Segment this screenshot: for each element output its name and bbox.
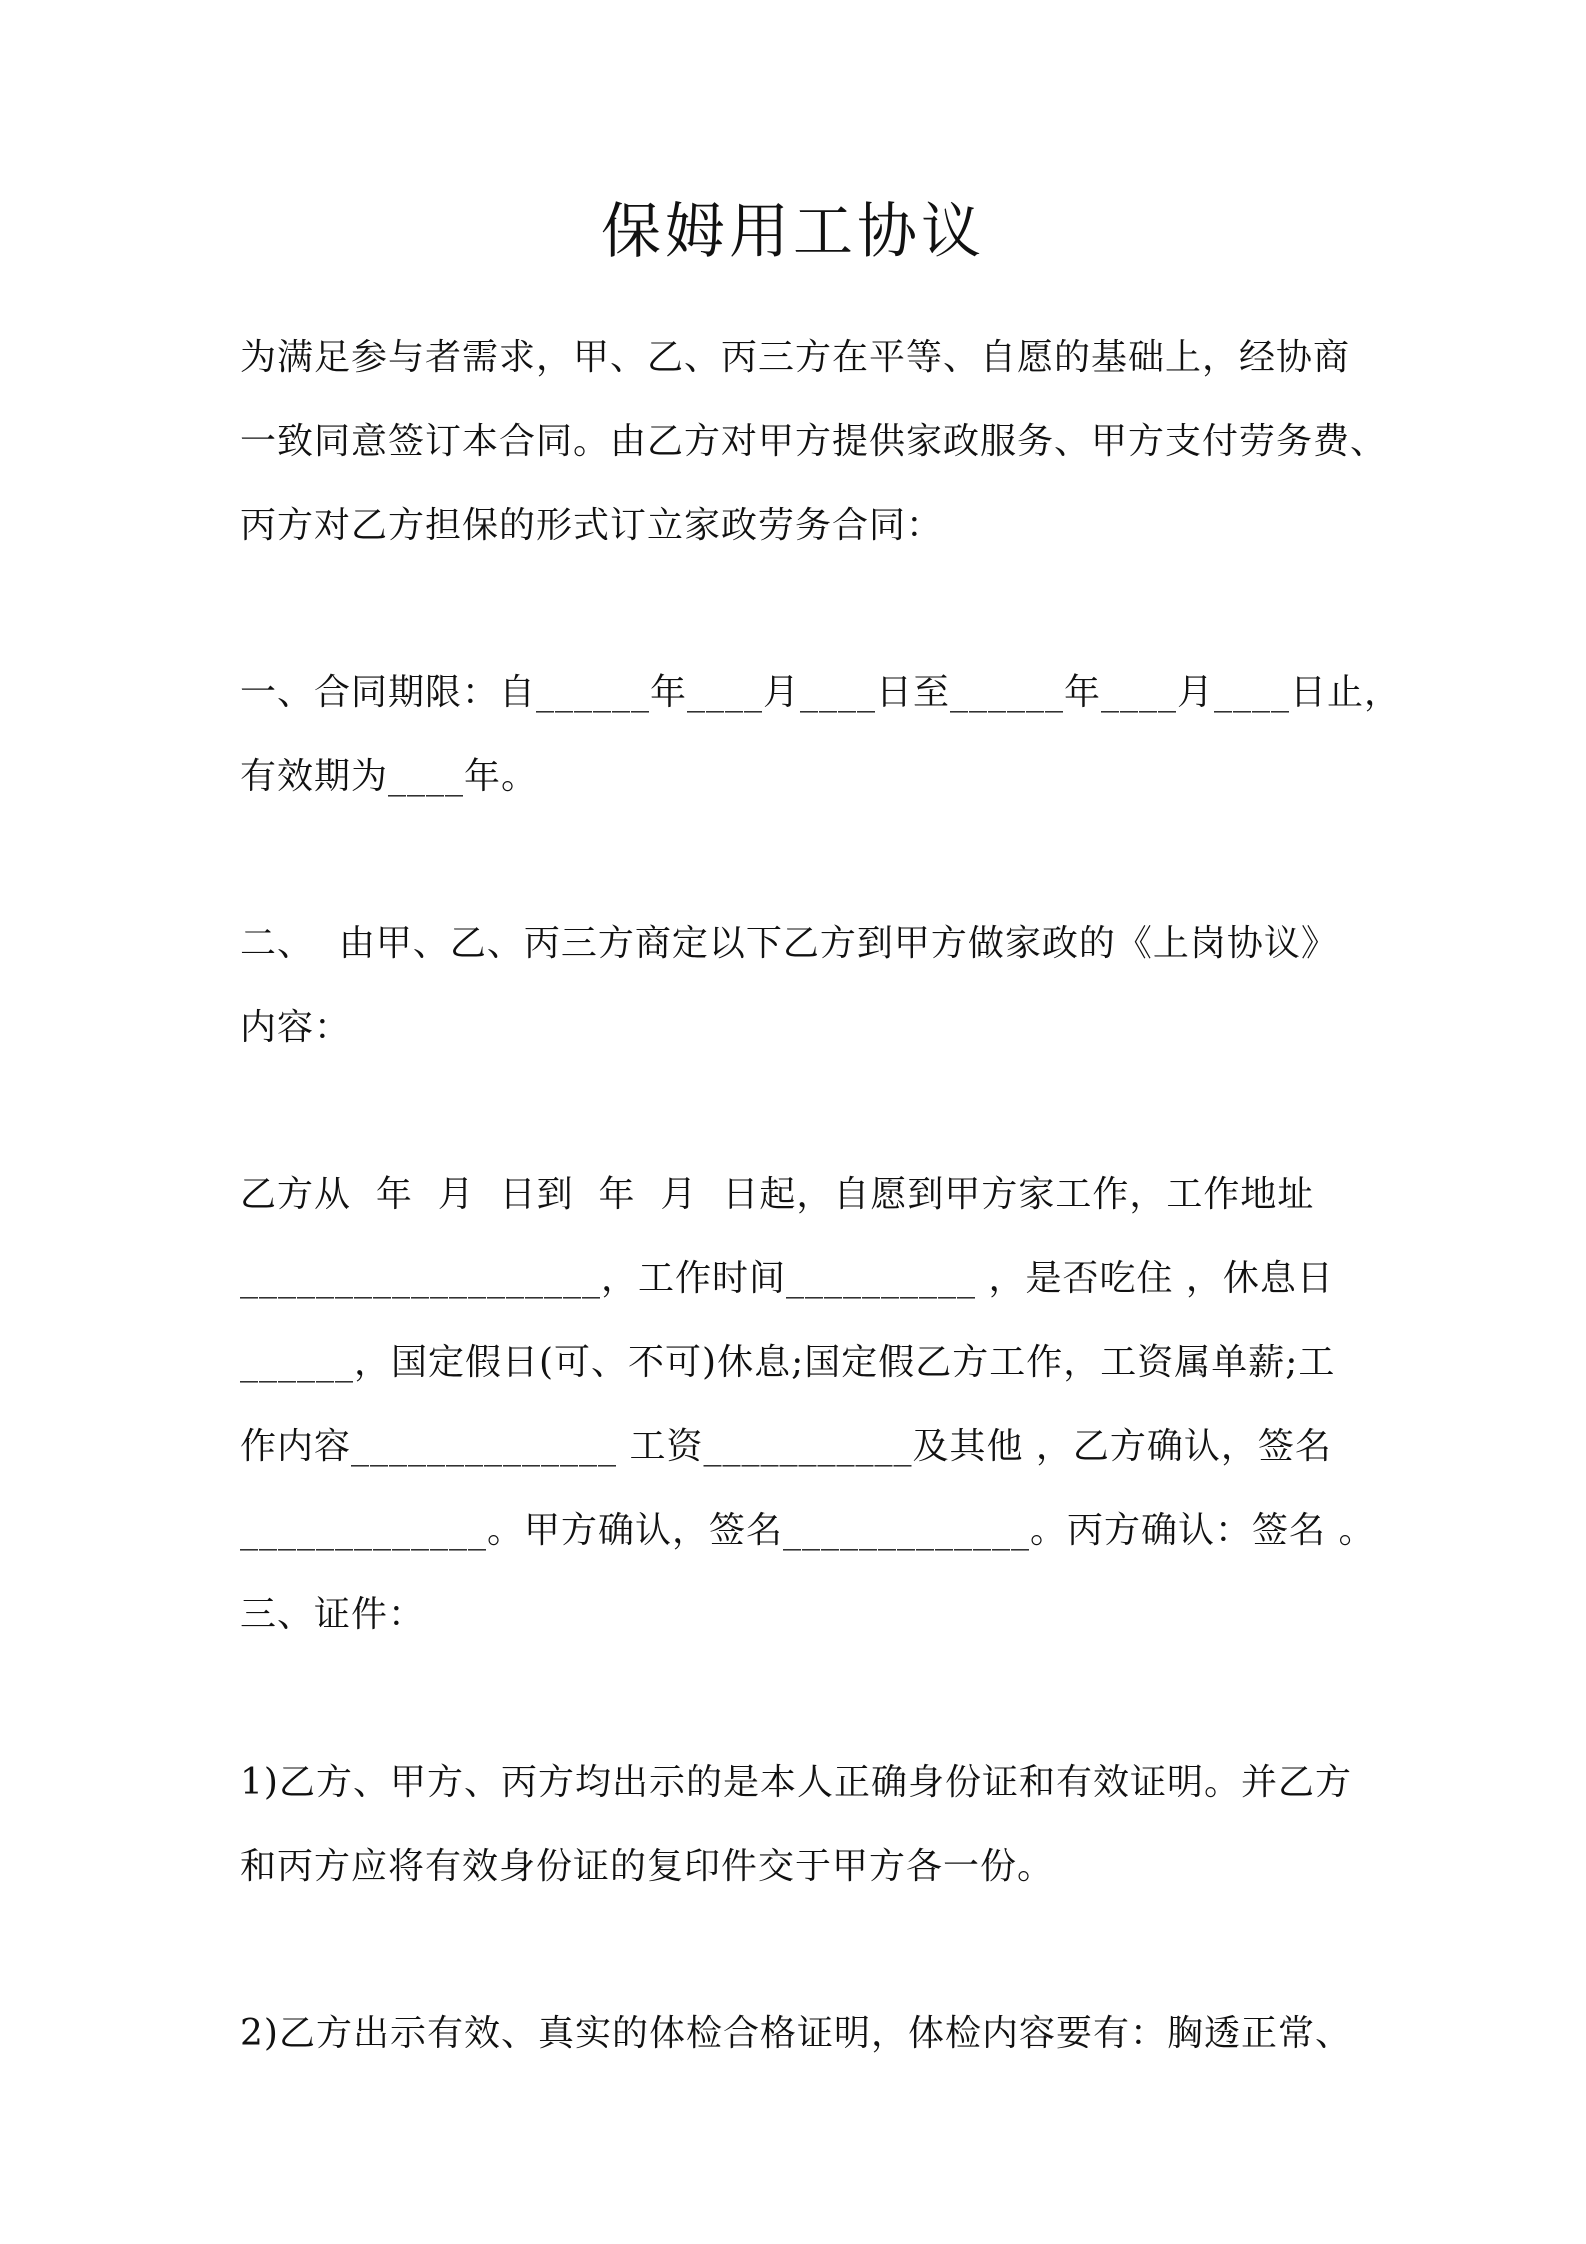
paragraph-line: 一、合同期限：自______年____月____日至______年____月____日止， [240,672,1402,713]
paragraph-line: 内容： [240,1007,352,1048]
paragraph-line: ______，国定假日(可、不可)休息;国定假乙方工作，工资属单薪;工 [240,1342,1336,1383]
paragraph-line: 有效期为____年。 [240,756,539,797]
paragraph-line: 三、证件： [240,1594,426,1635]
paragraph-line: 乙方从 年 月 日到 年 月 日起，自愿到甲方家工作，工作地址 [240,1174,1315,1215]
paragraph-line: 丙方对乙方担保的形式订立家政劳务合同： [240,505,944,546]
paragraph-line: 为满足参与者需求，甲、乙、丙三方在平等、自愿的基础上，经协商 [240,337,1351,378]
paragraph-line: 一致同意签订本合同。由乙方对甲方提供家政服务、甲方支付劳务费、 [240,421,1388,462]
paragraph-line: 2)乙方出示有效、真实的体检合格证明，体检内容要有：胸透正常、 [240,2013,1352,2054]
document-title: 保姆用工协议 [601,197,985,267]
paragraph-line: 和丙方应将有效身份证的复印件交于甲方各一份。 [240,1846,1055,1887]
paragraph-line: _____________。甲方确认，签名_____________。丙方确认：签名 。 [240,1510,1376,1551]
paragraph-line: 二、 由甲、乙、丙三方商定以下乙方到甲方做家政的《上岗协议》 [240,923,1338,964]
paragraph-line: 作内容______________ 工资___________及其他 ，乙方确认，签名 [240,1426,1332,1467]
paragraph-line: ___________________，工作时间__________ ，是否吃住 ，休息日 [240,1258,1334,1299]
paragraph-line: 1)乙方、甲方、丙方均出示的是本人正确身份证和有效证明。并乙方 [240,1762,1352,1803]
